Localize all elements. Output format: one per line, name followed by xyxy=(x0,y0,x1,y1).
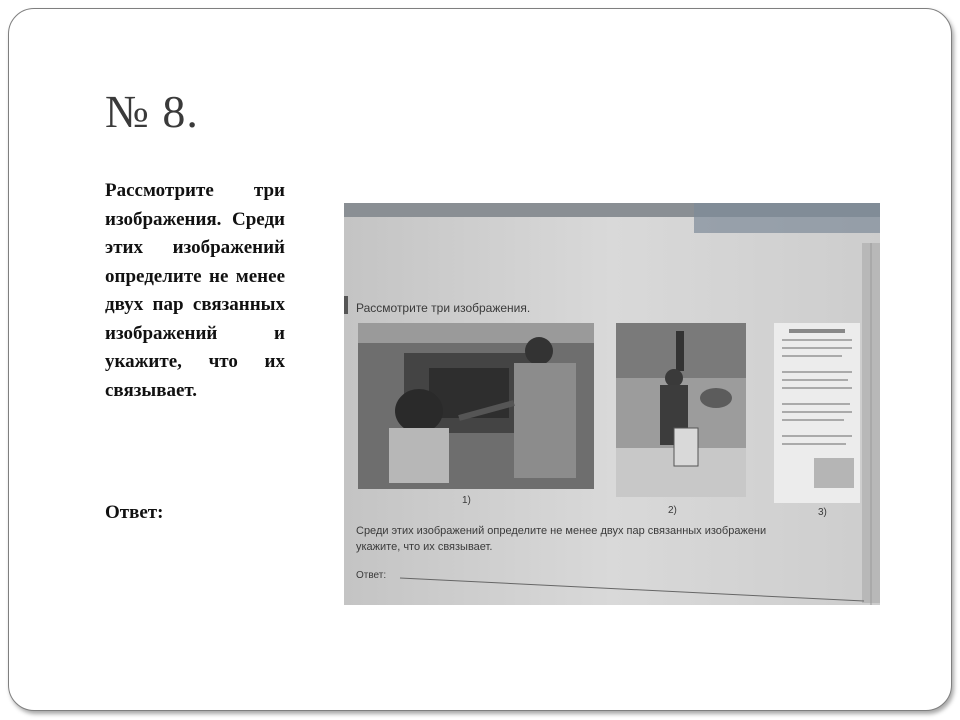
top-strip-right xyxy=(694,203,880,233)
heading-marker xyxy=(344,296,348,314)
image-1 xyxy=(358,323,594,489)
caption-3: 3) xyxy=(818,507,827,518)
textbook-photo xyxy=(344,203,880,605)
slide-title: № 8. xyxy=(105,86,199,137)
task-paragraph: Рассмотрите три изображения. Среди этих изображений определите не менее двух пар связанных изображений и укажите, что их связывает. xyxy=(105,180,285,401)
textbook-photo-drawing xyxy=(344,203,880,605)
photo-question-line-2: укажите, что их связывает. xyxy=(356,541,493,553)
photo-question-line-1: Среди этих изображений определите не менее двух пар связанных изображени xyxy=(356,525,767,537)
caption-2: 2) xyxy=(668,505,677,516)
image-2 xyxy=(616,323,746,497)
answer-label: Ответ: xyxy=(105,502,164,523)
caption-1: 1) xyxy=(462,495,471,506)
photo-heading: Рассмотрите три изображения. xyxy=(356,301,531,315)
photo-answer-label: Ответ: xyxy=(356,570,387,581)
task-text xyxy=(105,177,285,405)
image-3 xyxy=(774,323,860,503)
